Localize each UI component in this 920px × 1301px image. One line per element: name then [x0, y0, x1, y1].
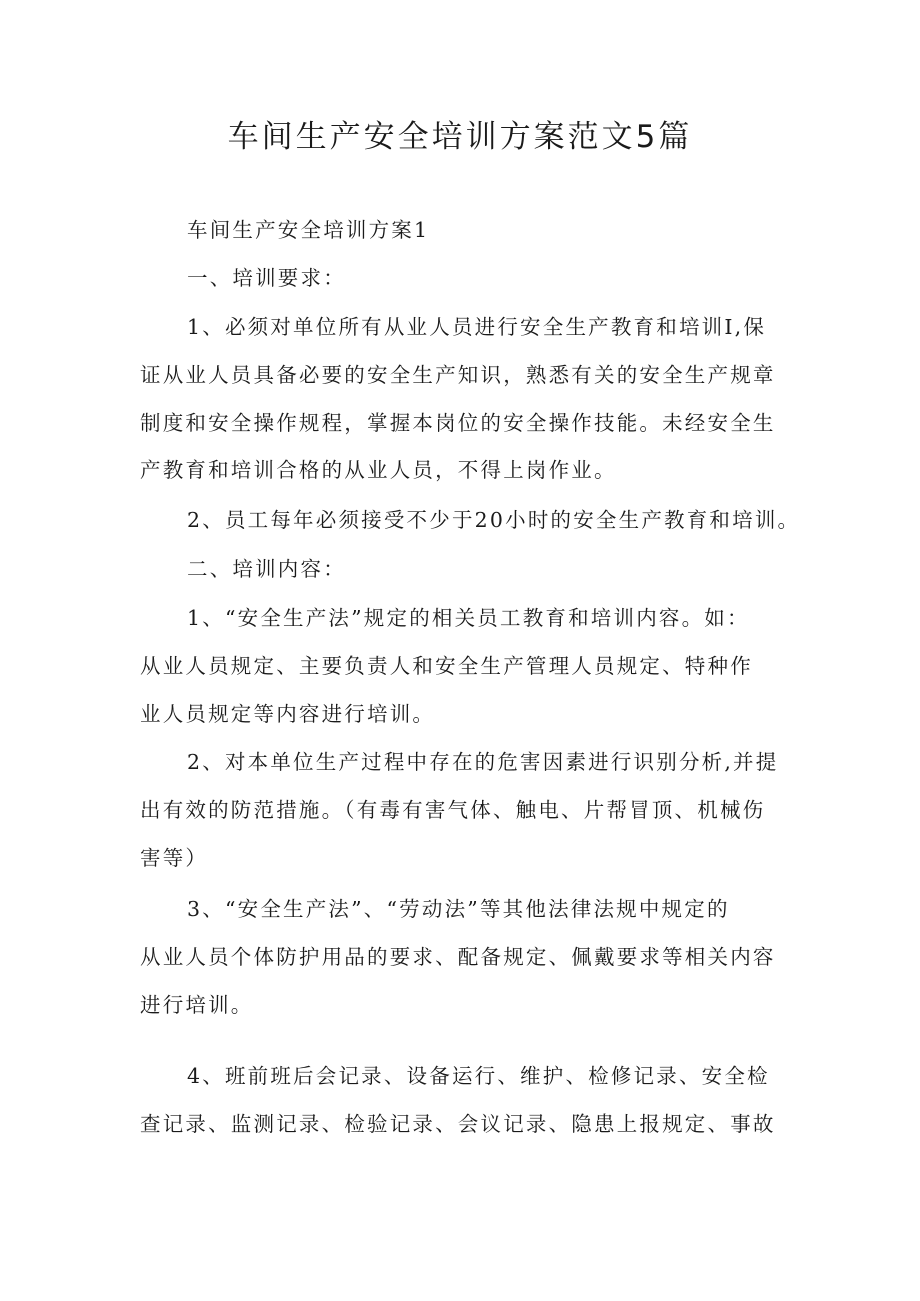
paragraph-line: 4、班前班后会记录、设备运行、维护、检修记录、安全检 — [187, 1064, 770, 1088]
paragraph-line: 2、员工每年必须接受不少于20小时的安全生产教育和培训。 — [187, 508, 801, 532]
paragraph-line: 从业人员规定、主要负责人和安全生产管理人员规定、特种作 — [140, 654, 753, 678]
paragraph-line: 业人员规定等内容进行培训。 — [140, 702, 436, 726]
paragraph-line: 3、“安全生产法”、“劳动法”等其他法律法规中规定的 — [187, 897, 730, 921]
section-heading: 车间生产安全培训方案1 — [187, 218, 430, 242]
paragraph-line: 查记录、监测记录、检验记录、会议记录、隐患上报规定、事故 — [140, 1112, 776, 1136]
paragraph-line: 从业人员个体防护用品的要求、配备规定、佩戴要求等相关内容 — [140, 945, 776, 969]
subsection-heading: 一、培训要求： — [187, 266, 346, 290]
paragraph-line: 1、“安全生产法”规定的相关员工教育和培训内容。如： — [187, 606, 750, 630]
paragraph-line: 证从业人员具备必要的安全生产知识，熟悉有关的安全生产规章 — [140, 363, 776, 387]
paragraph-line: 害等） — [140, 846, 209, 870]
document-title: 车间生产安全培训方案范文5篇 — [227, 119, 693, 155]
subsection-heading: 二、培训内容： — [187, 557, 346, 581]
paragraph-line: 1、必须对单位所有从业人员进行安全生产教育和培训I,保 — [187, 315, 767, 339]
paragraph-line: 出有效的防范措施。（有毒有害气体、触电、片帮冒顶、机械伤 — [140, 798, 766, 822]
paragraph-line: 进行培训。 — [140, 993, 254, 1017]
paragraph-line: 产教育和培训合格的从业人员，不得上岗作业。 — [140, 458, 617, 482]
paragraph-line: 制度和安全操作规程，掌握本岗位的安全操作技能。未经安全生 — [140, 411, 776, 435]
paragraph-line: 2、对本单位生产过程中存在的危害因素进行识别分析,并提 — [187, 750, 779, 774]
